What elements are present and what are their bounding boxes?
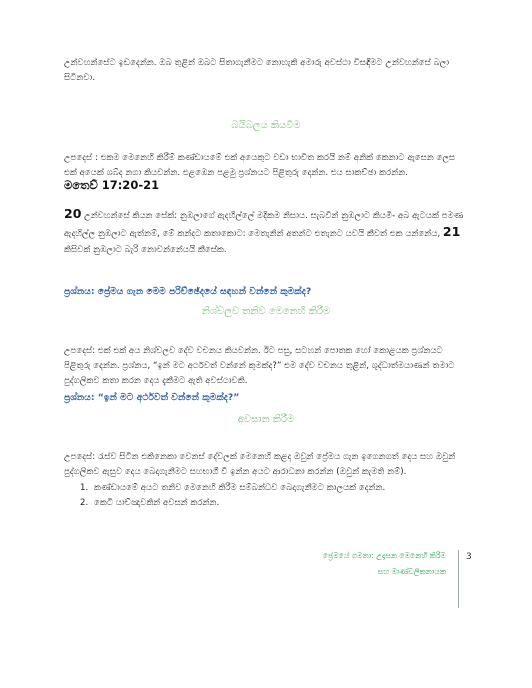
question-1: ප්‍රශ්නය: ප්‍රේමය ගැන මෙම පරිච්ඡේදයේ සඳහන් වන්නේ කුමක්ද?: [64, 286, 312, 297]
footer-divider: [458, 550, 459, 608]
section-heading-closing: අවසාන කිරීම: [237, 414, 295, 425]
question-2: ප්‍රශ්නය: “ඉන් මට අර්ථවත් වන්නේ කුමක්ද?”: [64, 392, 240, 403]
verse-number-20: 20: [64, 206, 82, 221]
advice-paragraph-2: උපදෙස්: එක් එක් අය නිශ්චලව දේව වචනය කියවන්න. ඊට පසු, සටහන් පොතක හෝ කොළයක ප්‍රශ්නයට පිළිතුරු දෙන්න. ප්‍රශ්නය, “ඉන් මට අර්ථවත් වන්නේ කුමක්ද?” එම දේව වචනය තුළින්, ශුද්ධාත්මයාණන් තමාට පුද්ගලිකව කතා කරන දෙය දැකීමට ඇති අවස්ථාවකි.: [64, 346, 455, 386]
footer-line-1: ප්‍රේමයේ ගමනා: උදෑසන මෙනෙහි කිරීම: [322, 551, 446, 560]
section-heading-bible-reading: බයිබලය කියවීම: [231, 120, 301, 131]
closing-list: [80, 481, 385, 511]
verse-reference: මතෙව් 17:20-21: [64, 178, 160, 192]
list-item: 2. කෙටි යාච්ඤාවකින් අවසන් කරන්න.: [80, 498, 220, 508]
verse-paragraph: [64, 206, 468, 258]
verse-text-21: කිසිවක් නුඹලාට බැරි නොවන්නේයයි කීසේක.: [64, 245, 227, 255]
advice-paragraph-1: උපදෙස් : එකම මෙනෙහි කිරීම් කණ්ඩායමේ එක් අයෙකුට වඩා භාවිත කරයි නම් අනික් කෙනාට ඇසෙන ලෙස එක් අයෙක් ශබ්ද නගා කියවන්න. එළඹෙන පළමු ප්‍රශ්නයට පිළිතුරු දෙන්න. එය සාකච්ඡා කරන්න.: [64, 153, 456, 178]
verse-text-20: උන්වහන්සේ කියන සේක්: නුඹලාගේ ඇදහිල්ලේ මදිකම නිසාය. සැබවින් නුඹලාට කියමි- අබ ඇටයක් පමණ ඇදහිල්ල නුඹලාට ඇත්නම්, මේ කන්දට කතාකොට: මෙතැනින් අතන්ට එතැනට යවයි කීවත් එක යන්නේය,: [64, 211, 464, 239]
advice-paragraph-3: උපදෙස්: රැස්ව සිටින එකිනෙකා වෙනස් දේවලක් මෙනෙහි කළද ඔවුන් ප්‍රේමය ගැන ඉගෙනගත් දෙය සහ ඔවුන් පුද්ගලිකව ඇසුව දෙය බෙදාගැනීමට සහභාගී වී ඉන්න අයට ආරාධනා කරන්න (ඔවුන් කැමති නම්).: [64, 452, 456, 477]
top-paragraph: උන්වහන්සේට ඉඩදෙන්න. ඔබ තුළින් ඔබට සිතාගැනීමට නොහැකි අමාරු අවස්ථා විසඳීමට උන්වහන්සේ බලා සිටිනවා.: [64, 58, 450, 83]
verse-number-21: 21: [442, 224, 461, 239]
list-item: 1. කණ්ඩායමේ අයට තනිව මෙනෙහි කිරීම සම්බන්ධව බෙදාගැනීමට කාලයක් දෙන්න.: [80, 483, 386, 493]
footer-line-2: සහ මාණ්ඩලිකනායක: [377, 567, 446, 576]
section-heading-silent-meditation: නිශ්චලව තනිව මෙනෙහි කිරීම: [201, 306, 331, 317]
footer-title: [323, 548, 446, 580]
page-number: 3: [466, 552, 472, 562]
